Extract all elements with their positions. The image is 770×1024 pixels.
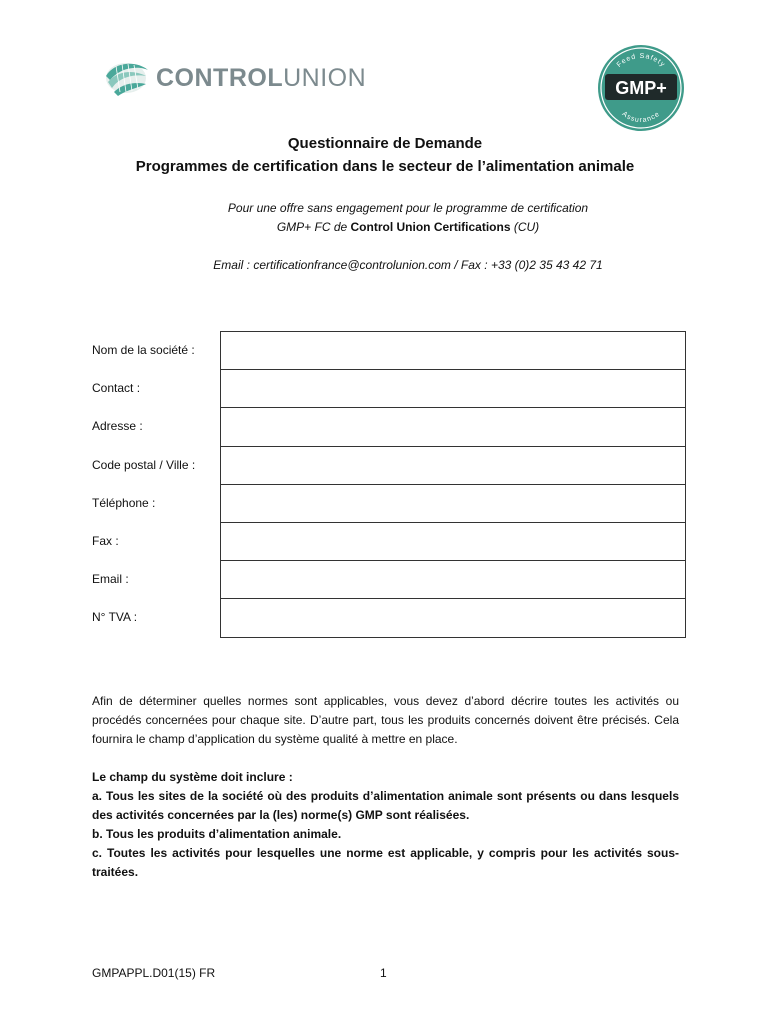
fax-number: +33 (0)2 35 43 42 71	[490, 258, 603, 272]
intro-line-1: Pour une offre sans engagement pour le programme de certification	[227, 201, 589, 215]
badge-bottom-arc-text: Assurance	[620, 110, 662, 125]
vat-field[interactable]	[221, 599, 685, 636]
label-postal-city: Code postal / Ville :	[92, 457, 196, 472]
document-code: GMPAPPL.D01(15) FR	[92, 966, 216, 980]
scope-item-c: c. Toutes les activités pour lesquelles une norme est applicable, y compris pour les activités sous-traitées.	[92, 846, 679, 879]
document-title: Questionnaire de Demande	[287, 135, 483, 152]
label-vat: N° TVA :	[92, 610, 138, 625]
email-field[interactable]	[221, 561, 685, 599]
page-number: 1	[380, 966, 387, 980]
contact-field[interactable]	[221, 370, 685, 408]
phone-field[interactable]	[221, 485, 685, 523]
email-label: Email :	[213, 258, 254, 272]
document-subtitle: Programmes de certification dans le secteur de l’alimentation animale	[135, 158, 635, 175]
scope-item-a: a. Tous les sites de la société où des produits d’alimentation animale sont présents ou dans lesquels des activités concernées par la (les) norme(s) GMP sont réalisées.	[92, 789, 679, 822]
fax-field[interactable]	[221, 523, 685, 561]
instructions-paragraph: Afin de déterminer quelles normes sont applicables, vous devez d’abord décrire toutes les activités ou procédés concernées pour chaque site. D’autre part, tous les produits concernés doivent être précisés. Cela fournira le champ d’application du système qualité à mettre en place.	[92, 694, 679, 746]
scope-title: Le champ du système doit inclure :	[92, 770, 293, 784]
postal-city-field[interactable]	[221, 447, 685, 485]
intro-line-2-suffix: (CU)	[510, 220, 540, 234]
control-union-logo	[104, 56, 374, 100]
intro-line-2-prefix: GMP+ FC de	[276, 220, 351, 234]
scope-section	[92, 768, 679, 882]
contact-line	[0, 258, 770, 272]
form-labels	[92, 331, 195, 637]
logo-light-text: UNION	[283, 63, 367, 92]
email-address[interactable]: certificationfrance@controlunion.com	[253, 258, 451, 272]
label-phone: Téléphone :	[92, 495, 156, 510]
control-union-wordmark	[156, 64, 366, 93]
label-company-name: Nom de la société :	[92, 343, 195, 357]
control-union-globe-icon	[104, 58, 150, 98]
fax-label: / Fax :	[450, 258, 491, 272]
label-email: Email :	[92, 572, 129, 587]
company-name-field[interactable]	[221, 332, 685, 370]
intro-line-2	[0, 220, 770, 234]
badge-top-arc-text: Feed Safety	[615, 52, 667, 69]
label-fax: Fax :	[92, 533, 119, 548]
form-table	[220, 331, 686, 638]
address-field[interactable]	[221, 408, 685, 446]
scope-item-b: b. Tous les produits d’alimentation animale.	[92, 827, 342, 841]
logo-bold-text: CONTROL	[156, 63, 284, 92]
gmp-plus-badge	[597, 44, 685, 132]
company-name: Control Union Certifications	[350, 220, 511, 234]
label-contact: Contact :	[92, 381, 141, 396]
label-address: Adresse :	[92, 419, 143, 434]
badge-main-text: GMP+	[615, 78, 667, 98]
